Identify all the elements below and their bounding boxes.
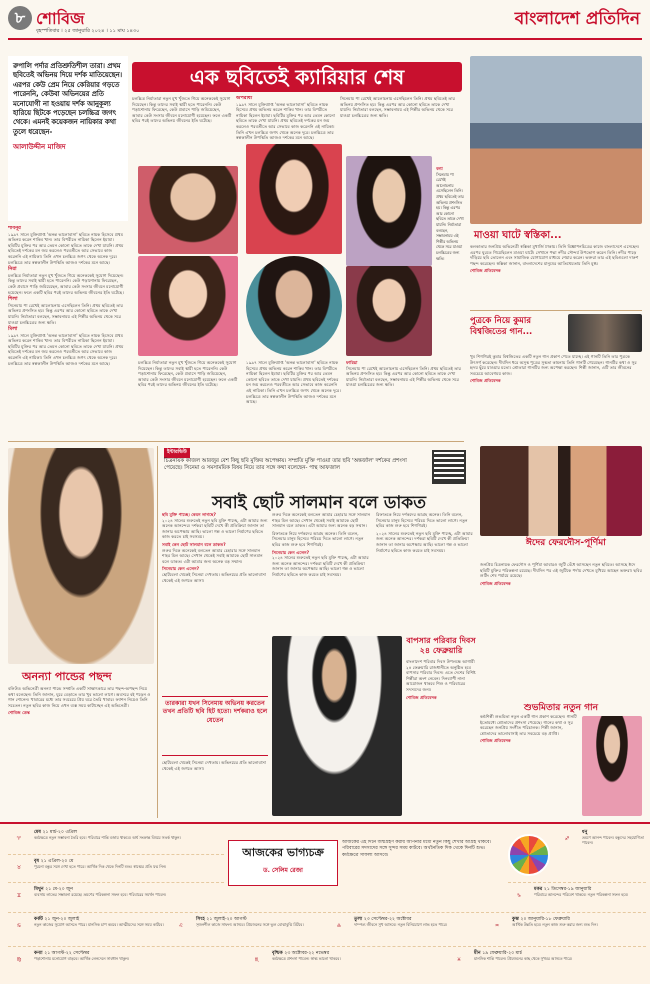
zodiac-text: পরিবারে আনন্দের পরিবেশ থাকবে। নতুন পরিকল্পনা সফল হবে। [534, 892, 629, 897]
shumaita-credit: শোবিজ প্রতিবেদক [480, 738, 511, 744]
zodiac-cell-kumbha [486, 912, 646, 942]
ananya-credit: শোবিজ ডেস্ক [8, 710, 30, 716]
zodiac-label: মকর ২১ ডিসেম্বর-১৯ জানুয়ারি [534, 887, 592, 892]
ferdous-credit: শোবিজ প্রতিবেদক [480, 580, 511, 586]
name-label-shabnur: শাবনূর [8, 226, 21, 231]
lead-column-2: অপরাধী ১৯৯৭ সালে মুক্তিপ্রাপ্ত 'অনন্ত ভালোবাসা' ছবিতে নায়ক হিসেবে প্রথম অভিনয় করেন শাকিব খান। তার বিপরীতে নায়িকা ছিলেন ইমামা। ছবিটির মুক্তির পর আর তেমন কোনো ছবিতে তাকে দেখা যায়নি। প্রথম ছবিতেই দর্শকের মন জয় করলেও পরবর্তীতে আর সেভাবে কাজ করেননি এই নায়িকা। তিনি এখন চলচ্চিত্র জগৎ থেকে অনেক দূরে। চলচ্চিত্রে তার স্বল্পকালীন উপস্থিতি আজও দর্শকের মনে আছে। [236, 96, 335, 141]
zodiac-label: সিংহ ২১ জুলাই-২০ আগস্ট [196, 917, 247, 922]
brand-logo: বাংলাদেশ প্রতিদিন [514, 9, 640, 29]
kumar-credit: শোবিজ প্রতিবেদক [470, 378, 501, 384]
zodiac-cell-singha [170, 912, 326, 942]
zodiac-cell-mithun [8, 882, 224, 908]
actress-photo-6 [346, 266, 432, 356]
ananya-title: অনন্যা পান্ডের পছন্দ [22, 670, 112, 683]
zodiac-label: মিথুন ২১ মে-২০ জুন [34, 887, 73, 892]
name-label-nira: নিরা [8, 266, 17, 273]
virgo-icon: ♍ [16, 957, 22, 963]
capricorn-icon: ♑ [516, 893, 522, 899]
lead-intro-box [8, 56, 128, 221]
zodiac-text: নতুন কাজের সুযোগ আসতে পারে। মানসিক চাপ কমবে। আত্মীয়দের সঙ্গে সময় কাটবে। [34, 922, 164, 927]
cancer-icon: ♋ [16, 923, 22, 929]
kumar-text: খুব শিগগিরই কুমার বিশ্বজিতের একটি নতুন গান প্রকাশ পেতে যাচ্ছে। এই গানটি তিনি তার পুত্রকে উৎসর্গ করেছেন। দীর্ঘদিন ধরে অসুস্থ পুত্রের সুস্থতা কামনায় তিনি গানটি গেয়েছেন। গানটির কথা ও সুর হৃদয় ছুঁয়ে যাওয়ার মতো। শ্রোতারা গানটির জন্য অপেক্ষা করছেন। শিল্পী জানান, এটি তার জীবনের সবচেয়ে আবেগময় কাজ। শোবিজ প্রতিবেদক [470, 354, 637, 384]
zodiac-cell-brisha [8, 854, 224, 880]
zodiac-text: পড়াশোনায় মনোযোগ বাড়বে। আর্থিক লেনদেনে সাবধান থাকুন। [34, 956, 129, 961]
question-1: ছবি মুক্তি পাচ্ছে। কেমন লাগছে? [162, 512, 216, 517]
name-label-sheela: শিলা [8, 296, 18, 303]
bapsa-text: বাংলাদেশ পরিবার দিবস উপলক্ষে আগামী ২৪ ফেব্রুয়ারি রাজধানীতে অনুষ্ঠিত হবে বাপসার পরিবার দিবস। এতে দেশের বিশিষ্ট শিল্পীরা অংশ নেবেন। দিনব্যাপী নানা আয়োজন থাকবে শিশু ও পরিবারের সদস্যদের জন্য। শোবিজ প্রতিবেদক [406, 659, 476, 700]
actress-photo-1 [138, 166, 238, 254]
zodiac-cell-brishchik [246, 946, 446, 982]
zodiac-label: বৃষ ২১ এপ্রিল-২০ মে [34, 859, 74, 864]
question-2: সবাই কেন ছোট সালমান বলে ডাকত? [162, 541, 226, 547]
ferdous-text: জনপ্রিয় চিত্রনায়ক ফেরদৌস ও পূর্ণিমা আবারও জুটি বেঁধে আসছেন নতুন ছবিতে। আসছে ঈদে ছবিটি মুক্তির পরিকল্পনা রয়েছে। দীর্ঘদিন পর এই জুটিকে পর্দায় দেখতে মুখিয়ে আছেন ভক্তরা। ছবির শুটিং শেষ পর্যায়ে রয়েছে। শোবিজ প্রতিবেদক [480, 562, 642, 586]
horoscope-intro: আজকের এই দিনে জন্মগ্রহণ করায় আপনার মধ্যে নতুন কিছু শেখার আগ্রহ থাকবে। পরিবারের সদস্যদের সঙ্গে সুন্দর সময় কাটবে। অর্থনৈতিক দিক থেকে দিনটি শুভ। কর্মক্ষেত্রে সাফল্য আসবে। [342, 840, 492, 858]
zodiac-text: পুরনো বন্ধুর সঙ্গে দেখা হতে পারে। আর্থিক দিক থেকে দিনটি শুভ। স্বাস্থ্যের প্রতি যত্ন নিন। [34, 864, 167, 869]
aries-icon: ♈ [16, 836, 22, 842]
page-number-badge: ৮ [8, 6, 32, 30]
salman-col-3: রিফাতকে নিয়ে দর্শকদের আগ্রহ অনেক। তিনি বলেন, সিনেমার মানুষ হিসেবে পরিচয় দিতে ভালো লাগে। নতুন ছবির কাজ শুরু হবে শিগগিরই। ২০২৪ সালের শুরুতেই নতুন ছবি মুক্তি পাচ্ছে, এটা আমার জন্য অনেক আনন্দের। দর্শকরা ছবিটি দেখে কী প্রতিক্রিয়া জানান তা জানার অপেক্ষায় আছি। ভালো গল্প ও ভালো নির্মাণের ছবিতে কাজ করতে চাই সবসময়। [376, 512, 473, 553]
zodiac-cell-tula [328, 912, 484, 942]
ananya-text: বলিউড অভিনেত্রী অনন্যা পান্ডে সম্প্রতি একটি সাক্ষাৎকারে তার পছন্দ-অপছন্দ নিয়ে কথা বলেছেন। তিনি জানান, ঘুরে বেড়াতে তার খুব ভালো লাগে। অবসরে বই পড়েন ও গান শোনেন। খাবারের মধ্যে তার সবচেয়ে প্রিয় ঘরে তৈরি খাবার। ফ্যাশন নিয়েও তিনি সচেতন। নতুন ছবির কাজ নিয়ে এখন ব্যস্ত সময় কাটাচ্ছেন এই অভিনেত্রী। শোবিজ ডেস্ক [8, 686, 151, 716]
actress-photo-3 [346, 156, 432, 266]
zodiac-label: কন্যা ২১ আগস্ট-২২ সেপ্টেম্বর [34, 951, 90, 956]
header-rule [8, 38, 642, 40]
horoscope-author: ড. সেলিম রেজা [263, 867, 303, 874]
actress-photo-4 [138, 256, 238, 356]
salman-col-1: ছবি মুক্তি পাচ্ছে। কেমন লাগছে? ২০২৪ সালের শুরুতেই নতুন ছবি মুক্তি পাচ্ছে, এটা আমার জন্য অনেক আনন্দের। দর্শকরা ছবিটি দেখে কী প্রতিক্রিয়া জানান তা জানার অপেক্ষায় আছি। ভালো গল্প ও ভালো নির্মাণের ছবিতে কাজ করতে চাই সবসময়। সবাই কেন ছোট সালমান বলে ডাকত? শুরুর দিকে অনেকেই বলতেন আমার চেহারার সঙ্গে সালমান শাহর মিল আছে। সেখান থেকেই সবাই আমাকে ছোট সালমান বলে ডাকত। এটা আমার জন্য অনেক বড় সম্মান। সিনেমায় কেন এলেন? ছোটবেলা থেকেই সিনেমা দেখতাম। অভিনয়ের প্রতি ভালোবাসা থেকেই এই জগতে আসা। [162, 512, 268, 583]
zodiac-label: কুম্ভ ২০ জানুয়ারি-১৮ ফেব্রুয়ারি [512, 917, 570, 922]
zodiac-text: দাম্পত্য জীবনে সুখ আসবে। নতুন বিনিয়োগে লাভ হতে পারে। [354, 922, 448, 927]
ferdous-story [480, 446, 642, 696]
horoscope-title-box [228, 840, 338, 886]
zodiac-label: বৃশ্চিক ২৩ অক্টোবর-২২ নভেম্বর [272, 951, 330, 956]
ananya-story [8, 446, 158, 818]
actress-photo-5 [246, 256, 342, 356]
zodiac-text: ব্যবসায় লাভের সম্ভাবনা রয়েছে। ভ্রমণের পরিকল্পনা সফল হবে। পরিবারের সমর্থন পাবেন। [34, 892, 167, 897]
zodiac-cell-mesh [8, 826, 224, 852]
zodiac-cell-meen [448, 946, 646, 982]
lead-bottom-col-2: ১৯৯৭ সালে মুক্তিপ্রাপ্ত 'অনন্ত ভালোবাসা' ছবিতে নায়ক হিসেবে প্রথম অভিনয় করেন শাকিব খান। তার বিপরীতে নায়িকা ছিলেন ইমামা। ছবিটির মুক্তির পর আর তেমন কোনো ছবিতে তাকে দেখা যায়নি। প্রথম ছবিতেই দর্শকের মন জয় করলেও পরবর্তীতে আর সেভাবে কাজ করেননি এই নায়িকা। তিনি এখন চলচ্চিত্র জগৎ থেকে অনেক দূরে। চলচ্চিত্রে তার স্বল্পকালীন উপস্থিতি আজও দর্শকের মনে আছে। [246, 360, 341, 405]
horoscope-title: আজকের ভাগ্যচক্র [242, 846, 324, 859]
zodiac-cell-dhanu [556, 826, 646, 852]
actress-photo-2 [246, 144, 342, 254]
bapsa-title: বাপসার পরিবার দিবস ২৪ ফেব্রুয়ারি [406, 636, 476, 655]
lead-section [8, 56, 464, 442]
swastika-credit: শোবিজ প্রতিবেদক [470, 268, 501, 274]
date-line: বৃহস্পতিবার । ২৫ জানুয়ারি ২০২৪ । ১১ মাঘ ১৪৩০ [36, 28, 140, 34]
swastika-photo [470, 56, 642, 224]
pisces-icon: ♓ [456, 957, 462, 963]
zodiac-cell-kanya [8, 946, 244, 982]
salman-interview [162, 446, 476, 818]
ananya-photo [8, 448, 154, 664]
lead-column-3: সিনেমায় পা রেখেই আলোচনায় এসেছিলেন তিনি। প্রথম ছবিতেই তার অভিনয় প্রশংসিত হয়। কিন্তু এরপর আর কোনো ছবিতে তাকে দেখা যায়নি। নির্মাতারা বলছেন, সম্ভাবনাময় এই শিল্পীর অভিনয় থেকে সরে যাওয়া চলচ্চিত্রের জন্য ক্ষতি। [340, 96, 455, 118]
interview-tag: ইন্টারভিউ [164, 448, 190, 458]
lead-headline-bar [132, 62, 462, 92]
shumaita-text: কণ্ঠশিল্পী শুভমিতা নতুন একটি গান প্রকাশ করেছেন। গানটি ইতোমধ্যে শ্রোতাদের প্রশংসা পেয়েছে। গানের কথা ও সুর করেছেন জনপ্রিয় সংগীত পরিচালক। শিল্পী জানান, শ্রোতাদের ভালোবাসাই তার সবচেয়ে বড় প্রাপ্তি। শোবিজ প্রতিবেদক [480, 714, 577, 744]
ferdous-title: ঈদের ফেরদৌস-পূর্ণিমা [526, 538, 606, 548]
swastika-title: মাওয়া ঘাটে স্বস্তিকা... [474, 230, 562, 241]
salman-photo [272, 636, 402, 816]
salman-col-2: শুরুর দিকে অনেকেই বলতেন আমার চেহারার সঙ্গে সালমান শাহর মিল আছে। সেখান থেকেই সবাই আমাকে ছোট সালমান বলে ডাকত। এটা আমার জন্য অনেক বড় সম্মান। রিফাতকে নিয়ে দর্শকদের আগ্রহ অনেক। তিনি বলেন, সিনেমার মানুষ হিসেবে পরিচয় দিতে ভালো লাগে। নতুন ছবির কাজ শুরু হবে শিগগিরই। সিনেমায় কেন এলেন? ২০২৪ সালের শুরুতেই নতুন ছবি মুক্তি পাচ্ছে, এটা আমার জন্য অনেক আনন্দের। দর্শকরা ছবিটি দেখে কী প্রতিক্রিয়া জানান তা জানার অপেক্ষায় আছি। ভালো গল্প ও ভালো নির্মাণের ছবিতে কাজ করতে চাই সবসময়। [272, 512, 371, 577]
zodiac-label: মেষ ২১ মার্চ-২০ এপ্রিল [34, 830, 78, 835]
swastika-text: কলকাতার জনপ্রিয় অভিনেত্রী স্বস্তিকা মুখার্জি ঢাকায়। তিনি বিজ্ঞাপনচিত্রের কাজে বাংলাদেশে এসেছেন। এরপর ঘুরতে গিয়েছিলেন মাওয়া ঘাটে। সেখানে পদ্মা নদীর সৌন্দর্য উপভোগ করেন তিনি। নদীর পাড়ে দাঁড়িয়ে ছবি তোলেন এবং সামাজিক যোগাযোগ মাধ্যমে শেয়ার করেন। ভক্তরা তার এই ছবিগুলো দারুণ পছন্দ করেছেন। স্বস্তিকা জানান, বাংলাদেশের মানুষের আতিথেয়তায় তিনি মুগ্ধ। শোবিজ প্রতিবেদক [470, 244, 640, 274]
kumar-photo [568, 314, 642, 352]
section-title: শোবিজ [36, 9, 85, 28]
leo-icon: ♌ [178, 923, 184, 929]
lead-headline: এক ছবিতেই ক্যারিয়ার শেষ [189, 65, 405, 89]
libra-icon: ♎ [336, 923, 342, 929]
zodiac-label: ধনু [582, 830, 588, 835]
kumar-story [470, 314, 642, 442]
lead-bottom-col-3: ফারিয়া সিনেমায় পা রেখেই আলোচনায় এসেছিলেন তিনি। প্রথম ছবিতেই তার অভিনয় প্রশংসিত হয়। কিন্তু এরপর আর কোনো ছবিতে তাকে দেখা যায়নি। নির্মাতারা বলছেন, সম্ভাবনাময় এই শিল্পীর অভিনয় থেকে সরে যাওয়া চলচ্চিত্রের জন্য ক্ষতি। [346, 360, 464, 438]
qr-code [432, 450, 466, 484]
zodiac-text: মানসিক শান্তি পাবেন। প্রিয়জনের কাছ থেকে সুখবর আসতে পারে। [474, 956, 573, 961]
zodiac-cell-karkat [8, 912, 168, 942]
salman-headline: সবাই ছোট সালমান বলে ডাকত [212, 493, 426, 513]
zodiac-text: আর্থিক উন্নতি হবে। নতুন কাজ শুরু করার জন্য শুভ দিন। [512, 922, 598, 927]
shumaita-title: শুভমিতার নতুন গান [524, 703, 598, 713]
zodiac-text: ভ্রমণে আনন্দ পাবেন। বন্ধুদের সহযোগিতা পাবেন। [582, 835, 644, 845]
zodiac-text: কর্মক্ষেত্রে প্রশংসা পাবেন। স্বাস্থ্য ভালো থাকবে। [272, 956, 341, 961]
name-label-opradhi: অপরাধী [236, 96, 253, 101]
bapsa-credit: শোবিজ প্রতিবেদক [406, 694, 437, 700]
shumaita-story [480, 700, 642, 818]
zodiac-wheel [508, 834, 550, 876]
salman-col-1-bottom: ছোটবেলা থেকেই সিনেমা দেখতাম। অভিনয়ের প্রতি ভালোবাসা থেকেই এই জগতে আসা। [162, 760, 267, 771]
lead-bottom-col-1: চলচ্চিত্র নির্মাতারা নতুন মুখ খুঁজতে গিয়ে অনেককেই সুযোগ দিয়েছেন। কিন্তু তাদের সবাই স্থায়ী হতে পারেননি। কেউ পড়াশোনায় ফিরেছেন, কেউ প্রবাসে পাড়ি জমিয়েছেন, আবার কেউ সংসার জীবনে মনোযোগী হয়েছেন। ফলে একটি ছবির পরই তাদের অভিনয় জীবনের ইতি ঘটেছে। [138, 360, 238, 388]
lead-intro-text: রুপালি পর্দার প্রতিশ্রুতিশীল তারা। প্রথম ছবিতেই অভিনয় দিয়ে দর্শক মাতিয়েছেন। এরপর কেউ প্রেম নিয়ে কেরিয়ার গড়তে পারেননি, কেউবা অভিনয়ের প্রতি মনোযোগী না হওয়ায় দর্শক আনুকূল্য হারিয়ে ছিটকে পড়েছেন চলচ্চিত্র জগৎ থেকে। এমনই কয়েকজন নায়িকার কথা তুলে ধরেছেন- [13, 62, 123, 136]
horoscope-section [0, 822, 650, 984]
swastika-story [470, 56, 642, 311]
question-3: সিনেমায় কেন এলেন? [162, 566, 200, 572]
lead-byline: আলাউদ্দীন মাজিদ [13, 143, 66, 152]
question-3b: সিনেমায় কেন এলেন? [272, 549, 310, 555]
aquarius-icon: ♒ [494, 923, 500, 929]
taurus-icon: ♉ [16, 865, 22, 871]
lead-column-left: শাবনূর ১৯৯৭ সালে মুক্তিপ্রাপ্ত 'অনন্ত ভালোবাসা' ছবিতে নায়ক হিসেবে প্রথম অভিনয় করেন শাকিব খান। তার বিপরীতে নায়িকা ছিলেন ইমামা। ছবিটির মুক্তির পর আর তেমন কোনো ছবিতে তাকে দেখা যায়নি। প্রথম ছবিতেই দর্শকের মন জয় করলেও পরবর্তীতে আর সেভাবে কাজ করেননি এই নায়িকা। তিনি এখন চলচ্চিত্র জগৎ থেকে অনেক দূরে। চলচ্চিত্রে তার স্বল্পকালীন উপস্থিতি আজও দর্শকের মনে আছে। নিরা চলচ্চিত্র নির্মাতারা নতুন মুখ খুঁজতে গিয়ে অনেককেই সুযোগ দিয়েছেন। কিন্তু তাদের সবাই স্থায়ী হতে পারেননি। কেউ পড়াশোনায় ফিরেছেন, কেউ প্রবাসে পাড়ি জমিয়েছেন, আবার কেউ সংসার জীবনে মনোযোগী হয়েছেন। ফলে একটি ছবির পরই তাদের অভিনয় জীবনের ইতি ঘটেছে। শিলা সিনেমায় পা রেখেই আলোচনায় এসেছিলেন তিনি। প্রথম ছবিতেই তার অভিনয় প্রশংসিত হয়। কিন্তু এরপর আর কোনো ছবিতে তাকে দেখা যায়নি। নির্মাতারা বলছেন, সম্ভাবনাময় এই শিল্পীর অভিনয় থেকে সরে যাওয়া চলচ্চিত্রের জন্য ক্ষতি। মিলা ১৯৯৭ সালে মুক্তিপ্রাপ্ত 'অনন্ত ভালোবাসা' ছবিতে নায়ক হিসেবে প্রথম অভিনয় করেন শাকিব খান। তার বিপরীতে নায়িকা ছিলেন ইমামা। ছবিটির মুক্তির পর আর তেমন কোনো ছবিতে তাকে দেখা যায়নি। প্রথম ছবিতেই দর্শকের মন জয় করলেও পরবর্তীতে আর সেভাবে কাজ করেননি এই নায়িকা। তিনি এখন চলচ্চিত্র জগৎ থেকে অনেক দূরে। চলচ্চিত্রে তার স্বল্পকালীন উপস্থিতি আজও দর্শকের মনে আছে। [8, 226, 126, 438]
zodiac-cell-makar [508, 882, 646, 908]
lead-column-1: চলচ্চিত্র নির্মাতারা নতুন মুখ খুঁজতে গিয়ে অনেককেই সুযোগ দিয়েছেন। কিন্তু তাদের সবাই স্থায়ী হতে পারেননি। কেউ পড়াশোনায় ফিরেছেন, কেউ প্রবাসে পাড়ি জমিয়েছেন, আবার কেউ সংসার জীবনে মনোযোগী হয়েছেন। ফলে একটি ছবির পরই তাদের অভিনয় জীবনের ইতি ঘটেছে। [132, 96, 232, 124]
salman-pull-quote: তারকারা যখন সিনেমায় অভিনয় করতেন তখন প্রতিটি ছবি হিট হতো। দর্শকরাও হলে যেতেন [162, 696, 268, 756]
zodiac-label: কর্কট ২১ জুন-২০ জুলাই [34, 917, 80, 922]
name-label-bonna: বন্যা [436, 166, 443, 171]
gemini-icon: ♊ [16, 893, 22, 899]
kumar-title: পুত্রকে নিয়ে কুমার বিশ্বজিতের গান... [470, 316, 533, 337]
interview-deck: চিত্রনায়ক কাজল আরজুর বেশ কিছু ছবি মুক্তির অপেক্ষায়। সম্প্রতি মুক্তি পাওয়া তার ছবি 'অন্তর্জাল' দর্শকের প্রশংসা পেয়েছে। সিনেমা ও সমসাময়িক বিষয় নিয়ে তার সঙ্গে কথা বলেছেন- পান্থ আফজাল [164, 458, 407, 472]
zodiac-text: কর্মক্ষেত্রে নতুন সম্ভাবনা তৈরি হবে। পরিবারে শান্তি বজায় থাকবে। অর্থ সংক্রান্ত বিষয়ে সতর্ক থাকুন। [34, 835, 181, 840]
zodiac-label: তুলা ২৩ সেপ্টেম্বর-২২ অক্টোবর [354, 917, 412, 922]
name-label-mila: মিলা [8, 326, 18, 333]
zodiac-text: সৃজনশীল কাজে সাফল্য আসবে। প্রিয়জনের সঙ্গে ভুল বোঝাবুঝি মিটবে। [196, 922, 304, 927]
shumaita-photo [582, 716, 642, 816]
page-header [0, 0, 650, 52]
zodiac-label: মীন ১৯ ফেব্রুয়ারি-২০ মার্চ [474, 951, 523, 956]
name-label-faria: ফারিয়া [346, 360, 358, 365]
lead-right-column: বন্যা সিনেমায় পা রেখেই আলোচনায় এসেছিলেন তিনি। প্রথম ছবিতেই তার অভিনয় প্রশংসিত হয়। কিন্তু এরপর আর কোনো ছবিতে তাকে দেখা যায়নি। নির্মাতারা বলছেন, সম্ভাবনাময় এই শিল্পীর অভিনয় থেকে সরে যাওয়া চলচ্চিত্রের জন্য ক্ষতি। [436, 166, 464, 261]
scorpio-icon: ♏ [254, 957, 260, 963]
bapsa-box [406, 636, 476, 818]
ferdous-purnima-photo [480, 446, 642, 536]
sagittarius-icon: ♐ [564, 836, 570, 842]
